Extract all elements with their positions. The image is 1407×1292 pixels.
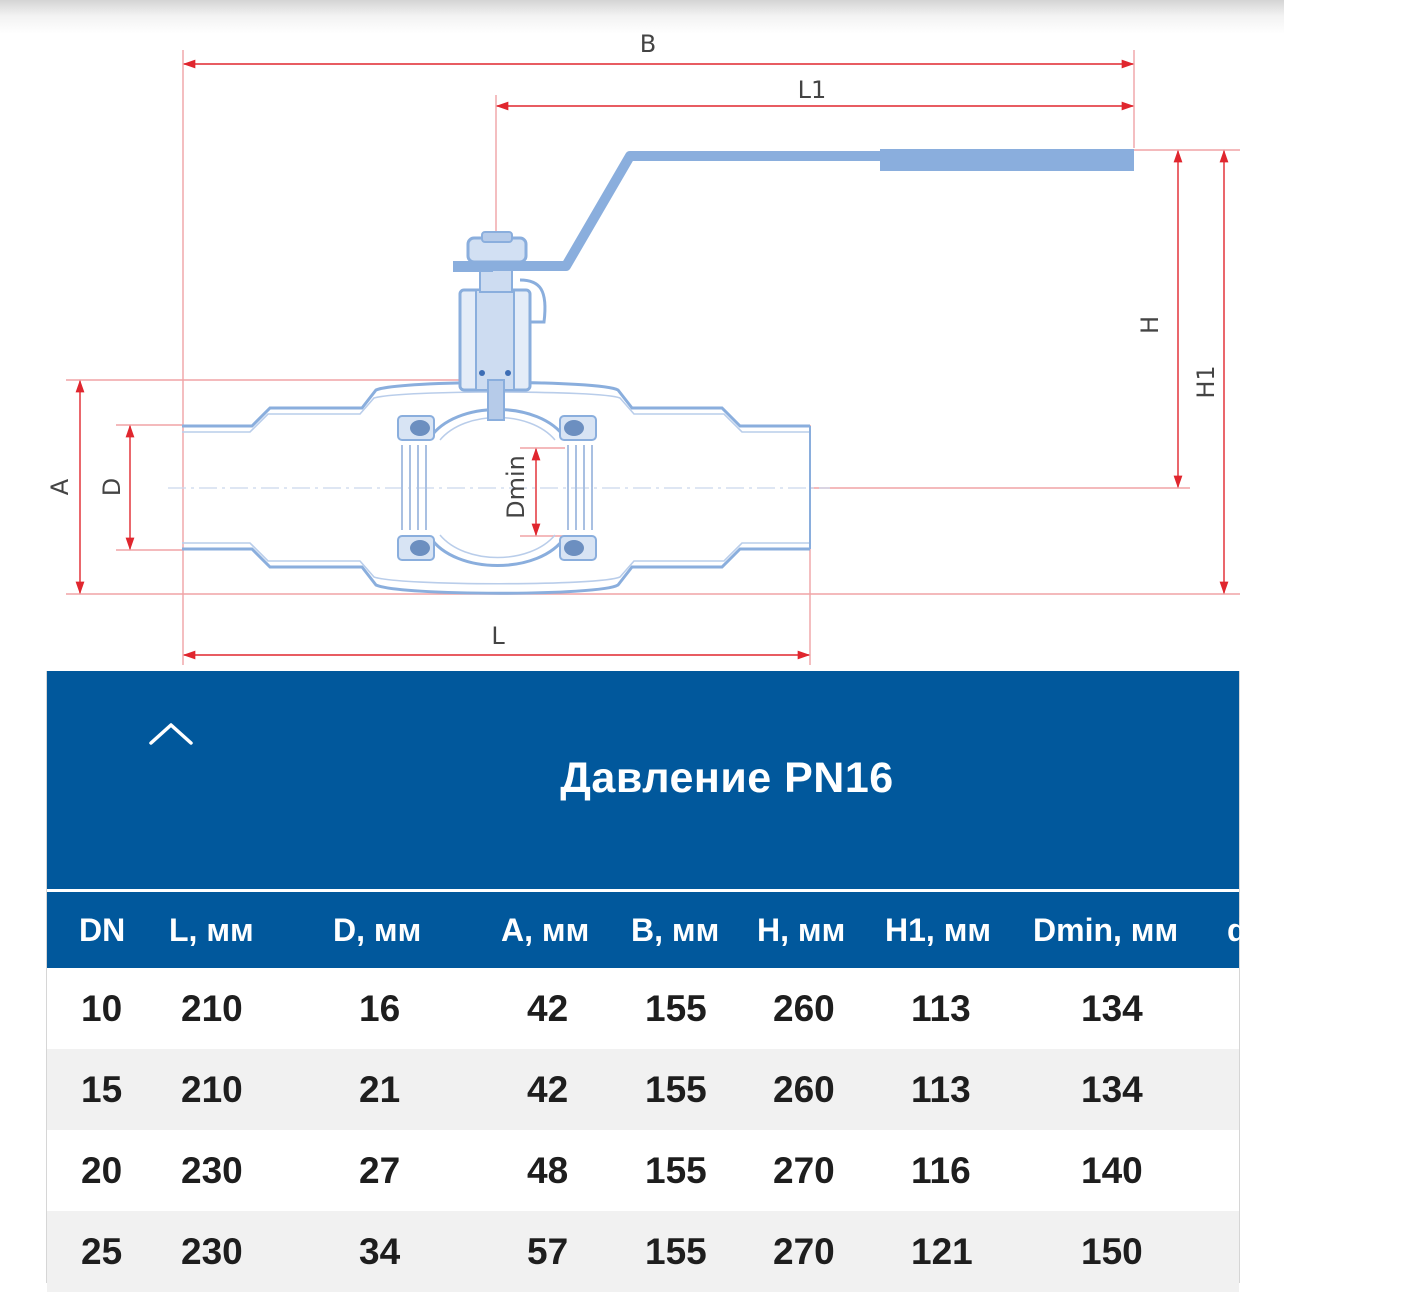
cell-b: 155 — [645, 1069, 707, 1110]
label-a: A — [46, 478, 74, 496]
cell-b: 155 — [645, 988, 707, 1029]
cell-b: 155 — [645, 1231, 707, 1272]
label-d: D — [98, 477, 126, 497]
collapse-toggle-button[interactable] — [143, 713, 199, 753]
label-l1: L1 — [797, 76, 827, 104]
cell-a: 57 — [527, 1231, 569, 1272]
label-h1: H1 — [1192, 365, 1220, 399]
valve-handle — [453, 149, 1134, 272]
cell-l: 210 — [181, 1069, 243, 1110]
cell-l: 210 — [181, 988, 243, 1029]
cell-a: 42 — [527, 1069, 569, 1110]
cell-h1: 113 — [911, 988, 971, 1029]
cell-dn: 25 — [81, 1231, 123, 1272]
cell-h1: 121 — [911, 1231, 973, 1272]
column-header-dmin: Dmin, мм — [1033, 912, 1179, 948]
column-header-b: B, мм — [631, 912, 720, 948]
extension-lines — [66, 50, 1240, 665]
cell-d: 16 — [359, 988, 401, 1029]
column-header-l: L, мм — [169, 912, 254, 948]
valve-dimension-drawing — [0, 0, 1284, 680]
cell-b: 155 — [645, 1150, 707, 1191]
cell-h: 270 — [773, 1231, 835, 1272]
cell-h1: 113 — [911, 1069, 971, 1110]
pressure-spec-table — [46, 671, 1247, 1283]
table-row — [47, 1211, 1239, 1292]
table-row — [47, 1049, 1239, 1130]
column-header-d: D, мм — [333, 912, 422, 948]
table-row — [47, 968, 1239, 1049]
label-h: H — [1136, 315, 1164, 335]
dimension-labels — [46, 30, 1220, 650]
column-header-a: А, мм — [501, 912, 590, 948]
cell-a: 48 — [527, 1150, 569, 1191]
cell-dmin: 150 — [1081, 1231, 1143, 1272]
column-headers — [47, 892, 1247, 968]
table-title: Давление PN16 — [560, 754, 894, 802]
cell-dmin: 140 — [1081, 1150, 1143, 1191]
cell-h1: 116 — [911, 1150, 971, 1191]
cell-h: 270 — [773, 1150, 835, 1191]
cell-l: 230 — [181, 1150, 243, 1191]
cell-dn: 20 — [81, 1150, 123, 1191]
cell-a: 42 — [527, 988, 569, 1029]
column-header-clipped: d — [1227, 912, 1247, 948]
cell-d: 21 — [359, 1069, 401, 1110]
label-dmin: Dmin — [502, 455, 530, 519]
cell-h: 260 — [773, 1069, 835, 1110]
label-l: L — [491, 622, 505, 650]
column-header-h: H, мм — [757, 912, 846, 948]
table-row — [47, 1130, 1239, 1211]
cell-dmin: 134 — [1081, 988, 1143, 1029]
label-b: B — [639, 30, 657, 58]
column-header-h1: H1, мм — [885, 912, 992, 948]
column-header-dn: DN — [79, 912, 126, 948]
cell-dn: 15 — [81, 1069, 123, 1110]
cell-h: 260 — [773, 988, 835, 1029]
table-header — [47, 671, 1239, 889]
cell-dn: 10 — [81, 988, 123, 1029]
cell-dmin: 134 — [1081, 1069, 1143, 1110]
chevron-up-icon — [143, 713, 199, 753]
cell-l: 230 — [181, 1231, 243, 1272]
cell-d: 34 — [359, 1231, 401, 1272]
cell-d: 27 — [359, 1150, 401, 1191]
